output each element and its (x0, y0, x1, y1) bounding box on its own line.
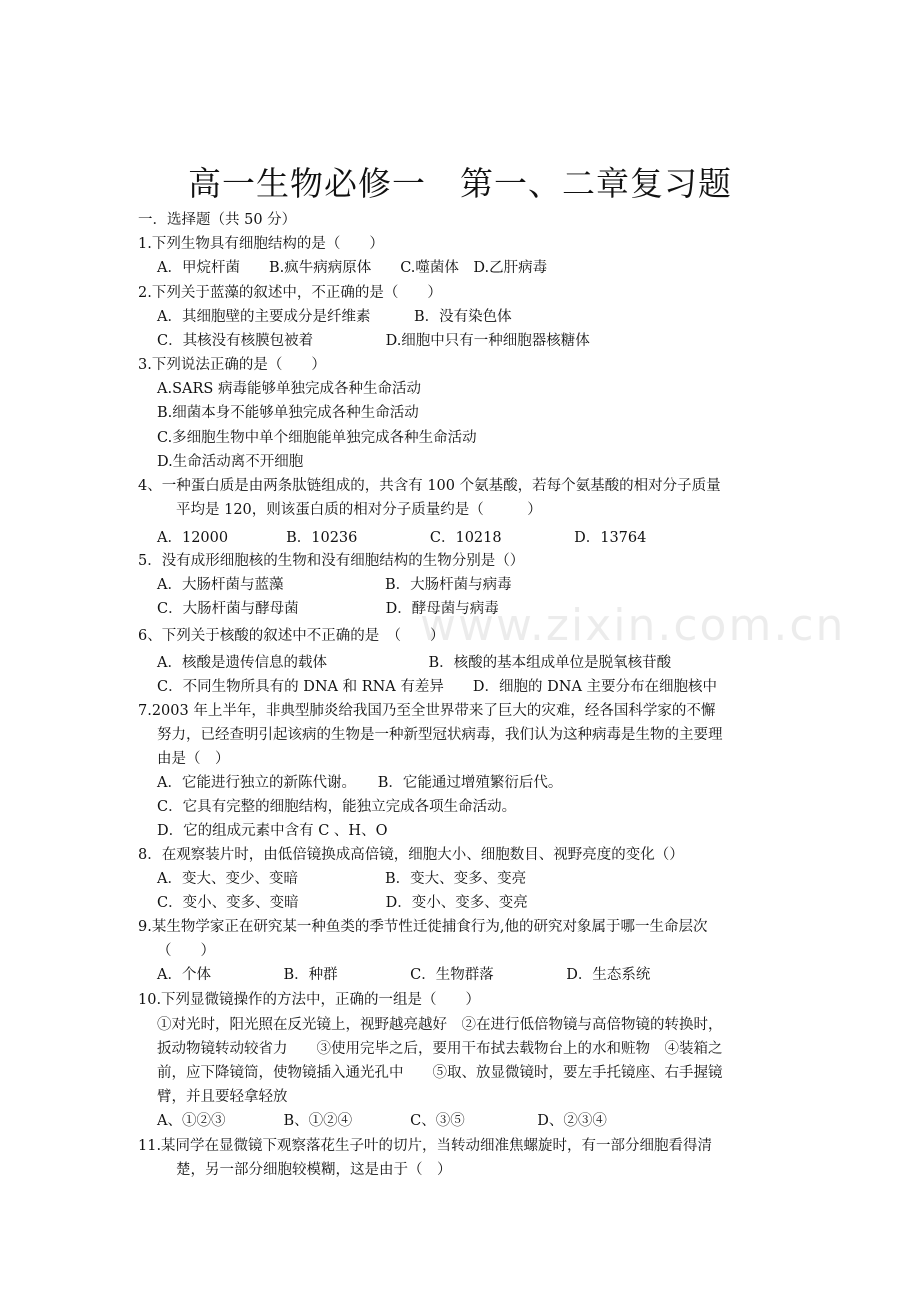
text-line: A．核酸是遗传信息的载体 B．核酸的基本组成单位是脱氧核苷酸 (157, 655, 672, 671)
text-line: 平均是 120，则该蛋白质的相对分子质量约是（ ） (176, 502, 542, 518)
text-line: A．变大、变少、变暗 B．变大、变多、变亮 (157, 871, 527, 887)
text-line: （ ） (157, 943, 215, 959)
text-line: ①对光时，阳光照在反光镜上，视野越亮越好 ②在进行低倍物镜与高倍物镜的转换时， (157, 1017, 723, 1033)
text-line: 3.下列说法正确的是（ ） (138, 357, 326, 373)
text-line: 楚，另一部分细胞较模糊，这是由于（ ） (176, 1162, 452, 1178)
text-line: 11.某同学在显微镜下观察落花生子叶的切片，当转动细准焦螺旋时，有一部分细胞看得清 (138, 1138, 713, 1154)
text-line: A．个体 B．种群 C．生物群落 D．生态系统 (157, 967, 651, 983)
text-line: A、①②③ B、①②④ C、③⑤ D、②③④ (157, 1113, 607, 1129)
text-line: C．变小、变多、变暗 D．变小、变多、变亮 (157, 895, 528, 911)
text-line: A．其细胞壁的主要成分是纤维素 B．没有染色体 (157, 309, 512, 325)
text-line: 臂，并且要轻拿轻放 (157, 1089, 288, 1105)
text-line: A．12000 B．10236 C．10218 D．13764 (157, 530, 647, 546)
text-line: 6、下列关于核酸的叙述中不正确的是 （ ） (138, 628, 445, 644)
text-line: C．它具有完整的细胞结构，能独立完成各项生命活动。 (157, 799, 517, 815)
text-line: 8．在观察装片时，由低倍镜换成高倍镜，细胞大小、细胞数目、视野亮度的变化（） (138, 847, 684, 863)
text-line: 扳动物镜转动较省力 ③使用完毕之后，要用干布拭去载物台上的水和赃物 ④装箱之 (157, 1041, 723, 1057)
text-line: A．大肠杆菌与蓝藻 B．大肠杆菌与病毒 (157, 577, 512, 593)
text-line: A.SARS 病毒能够单独完成各种生命活动 (157, 381, 421, 397)
page-title: 高一生物必修一 第一、二章复习题 (188, 164, 732, 203)
text-line: A．甲烷杆菌 B.疯牛病病原体 C.噬菌体 D.乙肝病毒 (157, 260, 548, 276)
text-line: 4、一种蛋白质是由两条肽链组成的，共含有 100 个氨基酸，若每个氨基酸的相对分子质量 (138, 478, 721, 494)
text-line: 10.下列显微镜操作的方法中，正确的一组是（ ） (138, 992, 481, 1008)
text-line: C．其核没有核膜包被着 D.细胞中只有一种细胞器核糖体 (157, 333, 590, 349)
text-line: C．不同生物所具有的 DNA 和 RNA 有差异 D．细胞的 DNA 主要分布在细胞核中 (157, 679, 718, 695)
text-line: 7.2003 年上半年，非典型肺炎给我国乃至全世界带来了巨大的灾难，经各国科学家的不懈 (138, 703, 716, 719)
watermark: www.zixin.com.cn (420, 600, 846, 651)
text-line: 1.下列生物具有细胞结构的是（ ） (138, 236, 384, 252)
text-line: 一．选择题（共 50 分） (138, 212, 297, 228)
text-line: D．它的组成元素中含有 C 、H、O (157, 823, 388, 839)
text-line: 9.某生物学家正在研究某一种鱼类的季节性迁徙捕食行为,他的研究对象属于哪一生命层次 (138, 919, 708, 935)
text-line: 5．没有成形细胞核的生物和没有细胞结构的生物分别是（） (138, 553, 525, 569)
text-line: C．大肠杆菌与酵母菌 D．酵母菌与病毒 (157, 601, 499, 617)
text-line: D.生命活动离不开细胞 (157, 454, 304, 470)
text-line: B.细菌本身不能够单独完成各种生命活动 (157, 405, 419, 421)
text-line: C.多细胞生物中单个细胞能单独完成各种生命活动 (157, 430, 477, 446)
text-line: 2.下列关于蓝藻的叙述中，不正确的是（ ） (138, 285, 442, 301)
text-line: 由是（ ） (157, 751, 230, 767)
text-line: 前，应下降镜筒，使物镜插入通光孔中 ⑤取、放显微镜时，要左手托镜座、右手握镜 (157, 1065, 723, 1081)
text-line: 努力，已经查明引起该病的生物是一种新型冠状病毒，我们认为这种病毒是生物的主要理 (157, 727, 723, 743)
text-line: A．它能进行独立的新陈代谢。 B．它能通过增殖繁衍后代。 (157, 775, 563, 791)
